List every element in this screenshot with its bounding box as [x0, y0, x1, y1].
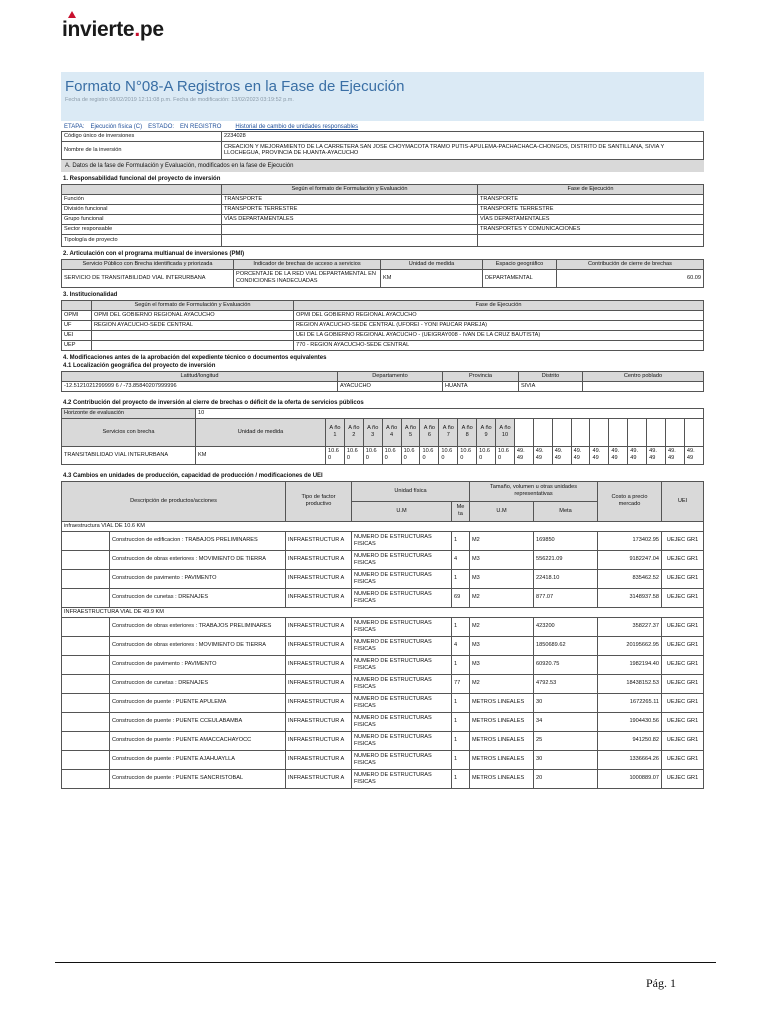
- section-4-title: 4. Modificaciones antes de la aprobación del expediente técnico o documentos equivalentes: [63, 354, 327, 361]
- pmi-table: Servicio Público con Brecha identificada y priorizada Indicador de brechas de acceso a servicios Unidad de medida Espacio geográfico Contribución de cierre de brechas SERVICIO DE TRANSITABILIDAD VIAL INTERURBANA PORCENTAJE DE LA RED VIAL DEPARTAMENTAL EN CONDICIONES INADECUADAS KM DEPARTAMENTAL 60.09: [61, 259, 704, 288]
- table-row: Construccion de puente : PUENTE APULEMA INFRAESTRUCTUR A NUMERO DE ESTRUCTURAS FISICAS 1 METROS LINEALES 30 1672265.11 UEJEC GR1: [62, 693, 704, 712]
- section-3-title: 3. Institucionalidad: [63, 291, 118, 298]
- section-42-title: 4.2 Contribución del proyecto de inversión al cierre de brechas o déficit de la oferta de servicios públicos: [63, 399, 364, 406]
- table-row: UEI UEI DE LA GOBIERNO REGIONAL AYACUCHO - (UEIGRAY008 - IVAN DE LA CRUZ BAUTISTA): [62, 330, 704, 340]
- table-row: Construccion de cunetas : DRENAJES INFRAESTRUCTUR A NUMERO DE ESTRUCTURAS FISICAS 69 M2 877.07 3148937.58 UEJEC GR1: [62, 588, 704, 607]
- table-row: OPMI OPMI DEL GOBIERNO REGIONAL AYACUCHO OPMI DEL GOBIERNO REGIONAL AYACUCHO: [62, 310, 704, 320]
- brechas-table: Horizonte de evaluación 10 Servicios con brecha Unidad de medida A ño 1 A ño 2 A ño 3 A ño 4 A ño 5 A ño 6 A ño 7 A ño 8 A ño 9 A ño 10 TRANSITABILIDAD VIAL INTERURBANA KM 10.6 0 10.6 0 10.6 0 10.6 0 10.6 0 10.6 0 10.6 0 10.6 0 10.6 0 10.6 0 49. 49 49. 49 49. 49 49. 49 49. 49 49. 49 49. 49 49. 49 49. 49 49. 49: [61, 408, 704, 465]
- section-a-title: A. Datos de la fase de Formulación y Evaluación, modificados en la fase de Ejecución: [61, 160, 704, 172]
- table-row: Construccion de puente : PUENTE AMACCACHAYOCC INFRAESTRUCTUR A NUMERO DE ESTRUCTURAS FISICAS 1 METROS LINEALES 25 941250.82 UEJEC GR1: [62, 731, 704, 750]
- page-title: Formato N°08-A Registros en la Fase de Ejecución: [65, 78, 405, 95]
- table-row: Construccion de obras exteriores : MOVIMIENTO DE TIERRA INFRAESTRUCTUR A NUMERO DE ESTRUCTURAS FISICAS 4 M3 556221.09 9182247.04 UEJEC GR1: [62, 550, 704, 569]
- produccion-table: Descripción de productos/acciones Tipo de factor productivo Unidad física Tamaño, volumen u otras unidades representativas Costo a precio mercado UEI U.M Me ta U.M Meta infraestructura VIAL DE 10.6 KM Construccion de edificacion : TRABAJOS PRELIMINARES INFRAESTRUCTUR A NUMERO DE ESTRUCTURAS FISICAS 1 M2 169850 173402.95 UEJEC GR1 Construccion de obras exteriores : MOVIMIENTO DE TIERRA INFRAESTRUCTUR A NUMERO DE ESTRUCTURAS FISICAS 4 M3 556221.09 9182247.04 UEJEC GR1 Construccion de pavimento : PAVIMENTO INFRAESTRUCTUR A NUMERO DE ESTRUCTURAS FISICAS 1 M3 22418.10 835462.52 UEJEC GR1 Construccion de cunetas : DRENAJES INFRAESTRUCTUR A NUMERO DE ESTRUCTURAS FISICAS 69 M2 877.07 3148937.58 UEJEC GR1 INFRAESTRUCTURA VIAL DE 49.9 KM Construccion de obras exteriores : TRABAJOS PRELIMINARES INFRAESTRUCTUR A NUMERO DE ESTRUCTURAS FISICAS 1 M2 423200 358227.37 UEJEC GR1 Construccion de obras exteriores : MOVIMIENTO DE TIERRA INFRAESTRUCTUR A NUMERO DE ESTRUCTURAS FISICAS 4 M3 1850689.62 20195662.95 UEJEC GR1 Construccion de pavimento : PAVIMENTO INFRAESTRUCTUR A NUMERO DE ESTRUCTURAS FISICAS 1 M3 60920.75 1982194.40 UEJEC GR1 Construccion de cunetas : DRENAJES INFRAESTRUCTUR A NUMERO DE ESTRUCTURAS FISICAS 77 M2 4792.53 18438152.53 UEJEC GR1 Construccion de puente : PUENTE APULEMA INFRAESTRUCTUR A NUMERO DE ESTRUCTURAS FISICAS 1 METROS LINEALES 30 1672265.11 UEJEC GR1 Construccion de puente : PUENTE CCEULABAMBA INFRAESTRUCTUR A NUMERO DE ESTRUCTURAS FISICAS 1 METROS LINEALES 34 1904430.56 UEJEC GR1 Construccion de puente : PUENTE AMACCACHAYOCC INFRAESTRUCTUR A NUMERO DE ESTRUCTURAS FISICAS 1 METROS LINEALES 25 941250.82 UEJEC GR1 Construccion de puente : PUENTE AJAHUAYLLA INFRAESTRUCTUR A NUMERO DE ESTRUCTURAS FISICAS 1 METROS LINEALES 30 1336664.26 UEJEC GR1 Construccion de puente : PUENTE SANCRISTOBAL INFRAESTRUCTUR A NUMERO DE ESTRUCTURAS FISICAS 1 METROS LINEALES 20 1000889.07 UEJEC GR1: [61, 481, 704, 789]
- group-row: infraestructura VIAL DE 10.6 KM: [62, 521, 704, 531]
- institucionalidad-table: Según el formato de Formulación y Evaluación Fase de Ejecución OPMI OPMI DEL GOBIERNO REGIONAL AYACUCHO OPMI DEL GOBIERNO REGIONAL AYACUCHO UF REGION AYACUCHO-SEDE CENTRAL REGION AYACUCHO-SEDE CENTRAL (UFOREI - YONI PAUCAR PAREJA) UEI UEI DE LA GOBIERNO REGIONAL AYACUCHO - (UEIGRAY008 - IVAN DE LA CRUZ BAUTISTA) UEP 770 - REGION AYACUCHO-SEDE CENTRAL: [61, 300, 704, 351]
- page-number: Pág. 1: [646, 976, 676, 990]
- document-header: [61, 72, 704, 121]
- section-1-title: 1. Responsabilidad funcional del proyecto de inversión: [63, 175, 221, 182]
- table-row: Construccion de obras exteriores : TRABAJOS PRELIMINARES INFRAESTRUCTUR A NUMERO DE ESTRUCTURAS FISICAS 1 M2 423200 358227.37 UEJEC GR1: [62, 617, 704, 636]
- section-41-title: 4.1 Localización geográfica del proyecto de inversión: [63, 362, 216, 369]
- status-line: ETAPA: Ejecución física (C) ESTADO: EN REGISTRO Historial de cambio de unidades responsables: [64, 124, 359, 130]
- record-dates: Fecha de registro 08/02/2019 12:11:08 p.m. Fecha de modificación: 13/02/2023 03:19:52 p.m.: [65, 97, 294, 103]
- table-row: Construccion de pavimento : PAVIMENTO INFRAESTRUCTUR A NUMERO DE ESTRUCTURAS FISICAS 1 M3 22418.10 835462.52 UEJEC GR1: [62, 569, 704, 588]
- responsabilidad-table: Según el formato de Formulación y Evaluación Fase de Ejecución Función TRANSPORTE TRANSPORTE División funcional TRANSPORTE TERRESTRE TRANSPORTE TERRESTRE Grupo funcional VÍAS DEPARTAMENTALES VÍAS DEPARTAMENTALES Sector responsable TRANSPORTES Y COMUNICACIONES Tipología de proyecto: [61, 184, 704, 247]
- table-row: Construccion de puente : PUENTE CCEULABAMBA INFRAESTRUCTUR A NUMERO DE ESTRUCTURAS FISICAS 1 METROS LINEALES 34 1904430.56 UEJEC GR1: [62, 712, 704, 731]
- table-row: Construccion de puente : PUENTE AJAHUAYLLA INFRAESTRUCTUR A NUMERO DE ESTRUCTURAS FISICAS 1 METROS LINEALES 30 1336664.26 UEJEC GR1: [62, 750, 704, 769]
- document-page: [61, 72, 704, 789]
- section-2-title: 2. Articulación con el programa multianual de inversiones (PMI): [63, 250, 245, 257]
- info-table: Código único de inversiones 2234028 Nombre de la inversión CREACION Y MEJORAMIENTO DE LA CARRETERA SAN JOSE CHOYMACOTA TRAMO PUTIS-APULEMA-PACHACHACA-CHONGOS, DISTRITO DE SANTILLANA, SIVIA Y LLOCHEGUA, PROVINCIA DE HUANTA-AYACUCHO: [61, 131, 704, 160]
- table-row: Tipología de proyecto: [62, 234, 704, 246]
- localizacion-table: Latitud/longitud Departamento Provincia Distrito Centro poblado -12.5121021299999 6 / -73.85840207999996 AYACUCHO HUANTA SIVIA: [61, 371, 704, 392]
- table-row: Función TRANSPORTE TRANSPORTE: [62, 194, 704, 204]
- table-row: Construccion de obras exteriores : MOVIMIENTO DE TIERRA INFRAESTRUCTUR A NUMERO DE ESTRUCTURAS FISICAS 4 M3 1850689.62 20195662.95 UEJEC GR1: [62, 636, 704, 655]
- table-row: Grupo funcional VÍAS DEPARTAMENTALES VÍAS DEPARTAMENTALES: [62, 214, 704, 224]
- table-row: Construccion de edificacion : TRABAJOS PRELIMINARES INFRAESTRUCTUR A NUMERO DE ESTRUCTURAS FISICAS 1 M2 169850 173402.95 UEJEC GR1: [62, 531, 704, 550]
- table-row: División funcional TRANSPORTE TERRESTRE TRANSPORTE TERRESTRE: [62, 204, 704, 214]
- table-row: UEP 770 - REGION AYACUCHO-SEDE CENTRAL: [62, 340, 704, 350]
- section-43-title: 4.3 Cambios en unidades de producción, capacidad de producción / modificaciones de UEI: [63, 472, 323, 479]
- table-row: UF REGION AYACUCHO-SEDE CENTRAL REGION AYACUCHO-SEDE CENTRAL (UFOREI - YONI PAUCAR PAREJA): [62, 320, 704, 330]
- footer-rule: [55, 962, 716, 963]
- logo-mark-icon: [68, 11, 76, 18]
- table-row: TRANSITABILIDAD VIAL INTERURBANA KM 10.6 0 10.6 0 10.6 0 10.6 0 10.6 0 10.6 0 10.6 0 10.6 0 10.6 0 10.6 0 49. 49 49. 49 49. 49 49. 49 49. 49 49. 49 49. 49 49. 49 49. 49 49. 49: [62, 446, 704, 464]
- table-row: Construccion de puente : PUENTE SANCRISTOBAL INFRAESTRUCTUR A NUMERO DE ESTRUCTURAS FISICAS 1 METROS LINEALES 20 1000889.07 UEJEC GR1: [62, 769, 704, 788]
- group-row: INFRAESTRUCTURA VIAL DE 49.9 KM: [62, 607, 704, 617]
- invierte-logo: invierte.pe: [62, 18, 164, 42]
- history-link[interactable]: Historial de cambio de unidades responsables: [235, 124, 359, 130]
- table-row: Construccion de cunetas : DRENAJES INFRAESTRUCTUR A NUMERO DE ESTRUCTURAS FISICAS 77 M2 4792.53 18438152.53 UEJEC GR1: [62, 674, 704, 693]
- table-row: Construccion de pavimento : PAVIMENTO INFRAESTRUCTUR A NUMERO DE ESTRUCTURAS FISICAS 1 M3 60920.75 1982194.40 UEJEC GR1: [62, 655, 704, 674]
- table-row: Sector responsable TRANSPORTES Y COMUNICACIONES: [62, 224, 704, 234]
